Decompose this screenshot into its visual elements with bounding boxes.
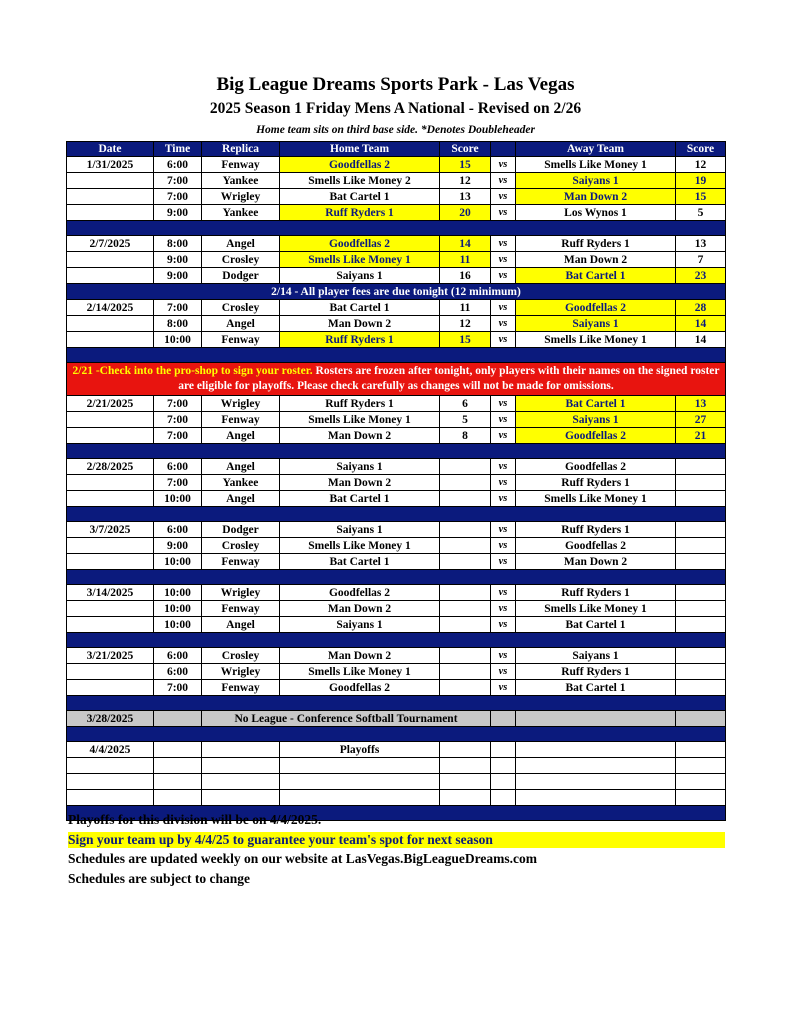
game-replica: Yankee — [202, 205, 280, 221]
week-separator — [67, 507, 726, 522]
game-date — [67, 475, 154, 491]
table-row — [67, 664, 726, 680]
table-row — [67, 554, 726, 570]
away-team: Saiyans 1 — [516, 412, 676, 428]
vs-label: vs — [491, 617, 516, 633]
game-time: 10:00 — [154, 585, 202, 601]
game-time: 9:00 — [154, 205, 202, 221]
table-row — [67, 316, 726, 332]
game-replica: Fenway — [202, 601, 280, 617]
vs-label: vs — [491, 522, 516, 538]
home-score — [440, 680, 491, 696]
week-separator — [67, 444, 726, 459]
home-team: Man Down 2 — [280, 475, 440, 491]
game-date: 3/21/2025 — [67, 648, 154, 664]
week-separator — [67, 696, 726, 711]
vs-label: vs — [491, 585, 516, 601]
game-date — [67, 428, 154, 444]
vs-label: vs — [491, 252, 516, 268]
vs-label: vs — [491, 173, 516, 189]
game-replica: Yankee — [202, 475, 280, 491]
website-note: Schedules are updated weekly on our website at LasVegas.BigLeagueDreams.com — [68, 851, 538, 866]
game-date — [67, 189, 154, 205]
game-time: 7:00 — [154, 189, 202, 205]
table-row — [67, 157, 726, 173]
game-replica: Wrigley — [202, 664, 280, 680]
vs-label: vs — [491, 664, 516, 680]
table-row — [67, 680, 726, 696]
game-time: 6:00 — [154, 522, 202, 538]
roster-notice-lead: 2/21 -Check into the pro-shop to sign your roster. — [72, 365, 313, 377]
home-score: 15 — [440, 157, 491, 173]
game-time: 9:00 — [154, 268, 202, 284]
game-time: 10:00 — [154, 332, 202, 348]
vs-label: vs — [491, 236, 516, 252]
away-score: 5 — [676, 205, 726, 221]
header-time: Time — [154, 142, 202, 157]
week-separator — [67, 221, 726, 236]
vs-label: vs — [491, 648, 516, 664]
vs-label: vs — [491, 554, 516, 570]
away-team: Ruff Ryders 1 — [516, 522, 676, 538]
game-date: 2/14/2025 — [67, 300, 154, 316]
game-time: 10:00 — [154, 617, 202, 633]
game-date: 2/7/2025 — [67, 236, 154, 252]
page-subtitle: 2025 Season 1 Friday Mens A National - Revised on 2/26 — [209, 100, 582, 117]
home-score: 15 — [440, 332, 491, 348]
away-score — [676, 475, 726, 491]
table-row — [67, 601, 726, 617]
game-replica: Angel — [202, 491, 280, 507]
empty-cell — [154, 711, 202, 727]
game-time: 6:00 — [154, 459, 202, 475]
vs-label: vs — [491, 396, 516, 412]
home-team: Bat Cartel 1 — [280, 491, 440, 507]
table-row — [67, 189, 726, 205]
game-time: 6:00 — [154, 648, 202, 664]
game-date — [67, 173, 154, 189]
away-team: Goodfellas 2 — [516, 300, 676, 316]
game-date: 3/7/2025 — [67, 522, 154, 538]
away-team: Los Wynos 1 — [516, 205, 676, 221]
game-replica: Crosley — [202, 648, 280, 664]
week-separator — [67, 727, 726, 742]
game-replica: Dodger — [202, 522, 280, 538]
header-away-score: Score — [676, 142, 726, 157]
game-date — [67, 412, 154, 428]
home-score — [440, 459, 491, 475]
away-team: Saiyans 1 — [516, 316, 676, 332]
home-team: Bat Cartel 1 — [280, 300, 440, 316]
home-team: Goodfellas 2 — [280, 157, 440, 173]
home-team: Smells Like Money 1 — [280, 412, 440, 428]
game-date: 3/28/2025 — [67, 711, 154, 727]
vs-label: vs — [491, 491, 516, 507]
change-note: Schedules are subject to change — [68, 871, 250, 886]
table-row — [67, 538, 726, 554]
home-score: 20 — [440, 205, 491, 221]
header-replica: Replica — [202, 142, 280, 157]
empty-cell — [516, 711, 676, 727]
table-row — [67, 475, 726, 491]
game-replica: Angel — [202, 236, 280, 252]
game-replica: Fenway — [202, 412, 280, 428]
home-score — [440, 742, 491, 758]
game-date: 4/4/2025 — [67, 742, 154, 758]
away-team: Ruff Ryders 1 — [516, 585, 676, 601]
game-date — [67, 601, 154, 617]
table-row — [67, 522, 726, 538]
home-score: 16 — [440, 268, 491, 284]
home-team: Goodfellas 2 — [280, 585, 440, 601]
table-row — [67, 428, 726, 444]
away-score — [676, 742, 726, 758]
away-score: 13 — [676, 396, 726, 412]
vs-label: vs — [491, 601, 516, 617]
game-date — [67, 268, 154, 284]
doubleheader-note: Home team sits on third base side. *Denotes Doubleheader — [256, 124, 535, 136]
vs-label: vs — [491, 205, 516, 221]
home-team: Smells Like Money 1 — [280, 252, 440, 268]
game-replica: Fenway — [202, 680, 280, 696]
away-score — [676, 585, 726, 601]
home-team: Ruff Ryders 1 — [280, 332, 440, 348]
away-team: Bat Cartel 1 — [516, 617, 676, 633]
game-date — [67, 332, 154, 348]
game-date — [67, 554, 154, 570]
away-team: Ruff Ryders 1 — [516, 236, 676, 252]
vs-label: vs — [491, 459, 516, 475]
home-team: Smells Like Money 1 — [280, 664, 440, 680]
away-team: Smells Like Money 1 — [516, 332, 676, 348]
roster-notice — [67, 363, 726, 396]
roster-notice-row — [67, 363, 726, 396]
away-score: 14 — [676, 332, 726, 348]
home-score — [440, 648, 491, 664]
table-row — [67, 268, 726, 284]
game-date — [67, 538, 154, 554]
game-time: 10:00 — [154, 491, 202, 507]
game-time: 7:00 — [154, 475, 202, 491]
away-team: Saiyans 1 — [516, 648, 676, 664]
home-score — [440, 475, 491, 491]
away-score — [676, 491, 726, 507]
game-time: 9:00 — [154, 538, 202, 554]
home-team: Man Down 2 — [280, 601, 440, 617]
vs-label: vs — [491, 428, 516, 444]
away-score — [676, 601, 726, 617]
away-score — [676, 617, 726, 633]
vs-label: vs — [491, 412, 516, 428]
game-time: 6:00 — [154, 157, 202, 173]
game-time: 10:00 — [154, 554, 202, 570]
game-replica: Dodger — [202, 268, 280, 284]
empty-cell — [491, 711, 516, 727]
game-date: 1/31/2025 — [67, 157, 154, 173]
home-score — [440, 491, 491, 507]
away-team: Ruff Ryders 1 — [516, 664, 676, 680]
game-replica: Wrigley — [202, 189, 280, 205]
away-score: 27 — [676, 412, 726, 428]
home-team: Man Down 2 — [280, 316, 440, 332]
week-separator — [67, 633, 726, 648]
empty-cell — [676, 711, 726, 727]
home-score: 8 — [440, 428, 491, 444]
signup-note: Sign your team up by 4/4/25 to guarantee your team's spot for next season — [68, 832, 725, 848]
header-home-score: Score — [440, 142, 491, 157]
home-score — [440, 522, 491, 538]
game-replica: Angel — [202, 617, 280, 633]
home-score: 11 — [440, 252, 491, 268]
home-team: Playoffs — [280, 742, 440, 758]
away-score — [676, 664, 726, 680]
game-replica: Yankee — [202, 173, 280, 189]
game-date: 2/21/2025 — [67, 396, 154, 412]
home-score: 5 — [440, 412, 491, 428]
table-row — [67, 412, 726, 428]
table-row — [67, 236, 726, 252]
game-replica — [202, 742, 280, 758]
away-score: 28 — [676, 300, 726, 316]
table-row — [67, 459, 726, 475]
away-team: Man Down 2 — [516, 189, 676, 205]
away-team: Man Down 2 — [516, 554, 676, 570]
away-team: Smells Like Money 1 — [516, 157, 676, 173]
game-time: 7:00 — [154, 428, 202, 444]
game-time: 6:00 — [154, 664, 202, 680]
game-replica: Fenway — [202, 157, 280, 173]
away-score: 21 — [676, 428, 726, 444]
game-date: 2/28/2025 — [67, 459, 154, 475]
home-team: Goodfellas 2 — [280, 236, 440, 252]
home-team: Saiyans 1 — [280, 617, 440, 633]
game-time: 7:00 — [154, 300, 202, 316]
home-team: Saiyans 1 — [280, 522, 440, 538]
away-team: Man Down 2 — [516, 252, 676, 268]
game-replica: Crosley — [202, 538, 280, 554]
away-team: Smells Like Money 1 — [516, 491, 676, 507]
game-time: 8:00 — [154, 316, 202, 332]
away-score: 14 — [676, 316, 726, 332]
away-score: 12 — [676, 157, 726, 173]
game-date: 3/14/2025 — [67, 585, 154, 601]
home-score: 6 — [440, 396, 491, 412]
table-row — [67, 252, 726, 268]
home-score: 12 — [440, 316, 491, 332]
home-score — [440, 617, 491, 633]
away-score: 19 — [676, 173, 726, 189]
vs-label: vs — [491, 157, 516, 173]
away-team: Bat Cartel 1 — [516, 680, 676, 696]
home-team: Man Down 2 — [280, 428, 440, 444]
page-title: Big League Dreams Sports Park - Las Vegas — [216, 74, 575, 95]
away-score: 13 — [676, 236, 726, 252]
table-row — [67, 300, 726, 316]
week-separator — [67, 348, 726, 363]
home-score: 13 — [440, 189, 491, 205]
game-date — [67, 491, 154, 507]
away-team: Saiyans 1 — [516, 173, 676, 189]
game-time: 7:00 — [154, 412, 202, 428]
game-date — [67, 205, 154, 221]
table-row — [67, 332, 726, 348]
vs-label: vs — [491, 189, 516, 205]
game-replica: Fenway — [202, 554, 280, 570]
header-away-team: Away Team — [516, 142, 676, 157]
table-row — [67, 742, 726, 758]
empty-row — [67, 758, 726, 774]
vs-label: vs — [491, 680, 516, 696]
away-team: Ruff Ryders 1 — [516, 475, 676, 491]
game-time: 7:00 — [154, 680, 202, 696]
game-date — [67, 316, 154, 332]
game-time: 8:00 — [154, 236, 202, 252]
home-team: Bat Cartel 1 — [280, 554, 440, 570]
home-score — [440, 585, 491, 601]
table-header-row — [67, 142, 726, 157]
game-date — [67, 252, 154, 268]
home-score: 11 — [440, 300, 491, 316]
table-row — [67, 205, 726, 221]
home-score — [440, 538, 491, 554]
fee-notice-row — [67, 284, 726, 300]
fee-notice: 2/14 - All player fees are due tonight (12 minimum) — [67, 284, 726, 300]
vs-label: vs — [491, 316, 516, 332]
game-replica: Angel — [202, 316, 280, 332]
game-date — [67, 680, 154, 696]
schedule-table — [66, 141, 726, 821]
playoffs-note: Playoffs for this division will be on 4/4/2025. — [68, 812, 322, 827]
table-row — [67, 396, 726, 412]
no-league-row — [67, 711, 726, 727]
home-score — [440, 664, 491, 680]
away-score — [676, 459, 726, 475]
away-score: 23 — [676, 268, 726, 284]
empty-cell — [491, 742, 516, 758]
game-replica: Wrigley — [202, 585, 280, 601]
game-replica: Crosley — [202, 300, 280, 316]
away-team: Smells Like Money 1 — [516, 601, 676, 617]
table-row — [67, 173, 726, 189]
away-score — [676, 680, 726, 696]
vs-label: vs — [491, 268, 516, 284]
home-team: Saiyans 1 — [280, 268, 440, 284]
home-score — [440, 554, 491, 570]
header-vs — [491, 142, 516, 157]
game-date — [67, 664, 154, 680]
home-score: 12 — [440, 173, 491, 189]
away-score: 7 — [676, 252, 726, 268]
home-score — [440, 601, 491, 617]
no-league-notice: No League - Conference Softball Tournament — [202, 711, 491, 727]
game-replica: Crosley — [202, 252, 280, 268]
table-row — [67, 585, 726, 601]
header-home-team: Home Team — [280, 142, 440, 157]
game-replica: Angel — [202, 459, 280, 475]
vs-label: vs — [491, 538, 516, 554]
game-replica: Wrigley — [202, 396, 280, 412]
home-team: Saiyans 1 — [280, 459, 440, 475]
vs-label: vs — [491, 300, 516, 316]
away-score: 15 — [676, 189, 726, 205]
home-score: 14 — [440, 236, 491, 252]
game-time: 7:00 — [154, 396, 202, 412]
home-team: Ruff Ryders 1 — [280, 205, 440, 221]
game-time: 7:00 — [154, 173, 202, 189]
away-team: Goodfellas 2 — [516, 459, 676, 475]
game-time: 9:00 — [154, 252, 202, 268]
home-team: Smells Like Money 1 — [280, 538, 440, 554]
header-date: Date — [67, 142, 154, 157]
home-team: Goodfellas 2 — [280, 680, 440, 696]
away-score — [676, 538, 726, 554]
game-time — [154, 742, 202, 758]
away-team: Goodfellas 2 — [516, 538, 676, 554]
away-team: Bat Cartel 1 — [516, 396, 676, 412]
empty-row — [67, 790, 726, 806]
home-team: Man Down 2 — [280, 648, 440, 664]
home-team: Ruff Ryders 1 — [280, 396, 440, 412]
week-separator — [67, 570, 726, 585]
game-time: 10:00 — [154, 601, 202, 617]
away-score — [676, 522, 726, 538]
away-team — [516, 742, 676, 758]
vs-label: vs — [491, 475, 516, 491]
roster-notice-body: Rosters are frozen after tonight, only players with their names on the signed roster are eligible for playoffs. Please check carefully as changes will not be made for omissions. — [178, 365, 720, 392]
away-team: Bat Cartel 1 — [516, 268, 676, 284]
away-score — [676, 648, 726, 664]
table-row — [67, 491, 726, 507]
vs-label: vs — [491, 332, 516, 348]
table-row — [67, 648, 726, 664]
game-date — [67, 617, 154, 633]
game-replica: Angel — [202, 428, 280, 444]
table-row — [67, 617, 726, 633]
home-team: Bat Cartel 1 — [280, 189, 440, 205]
game-replica: Fenway — [202, 332, 280, 348]
home-team: Smells Like Money 2 — [280, 173, 440, 189]
away-team: Goodfellas 2 — [516, 428, 676, 444]
empty-row — [67, 774, 726, 790]
away-score — [676, 554, 726, 570]
